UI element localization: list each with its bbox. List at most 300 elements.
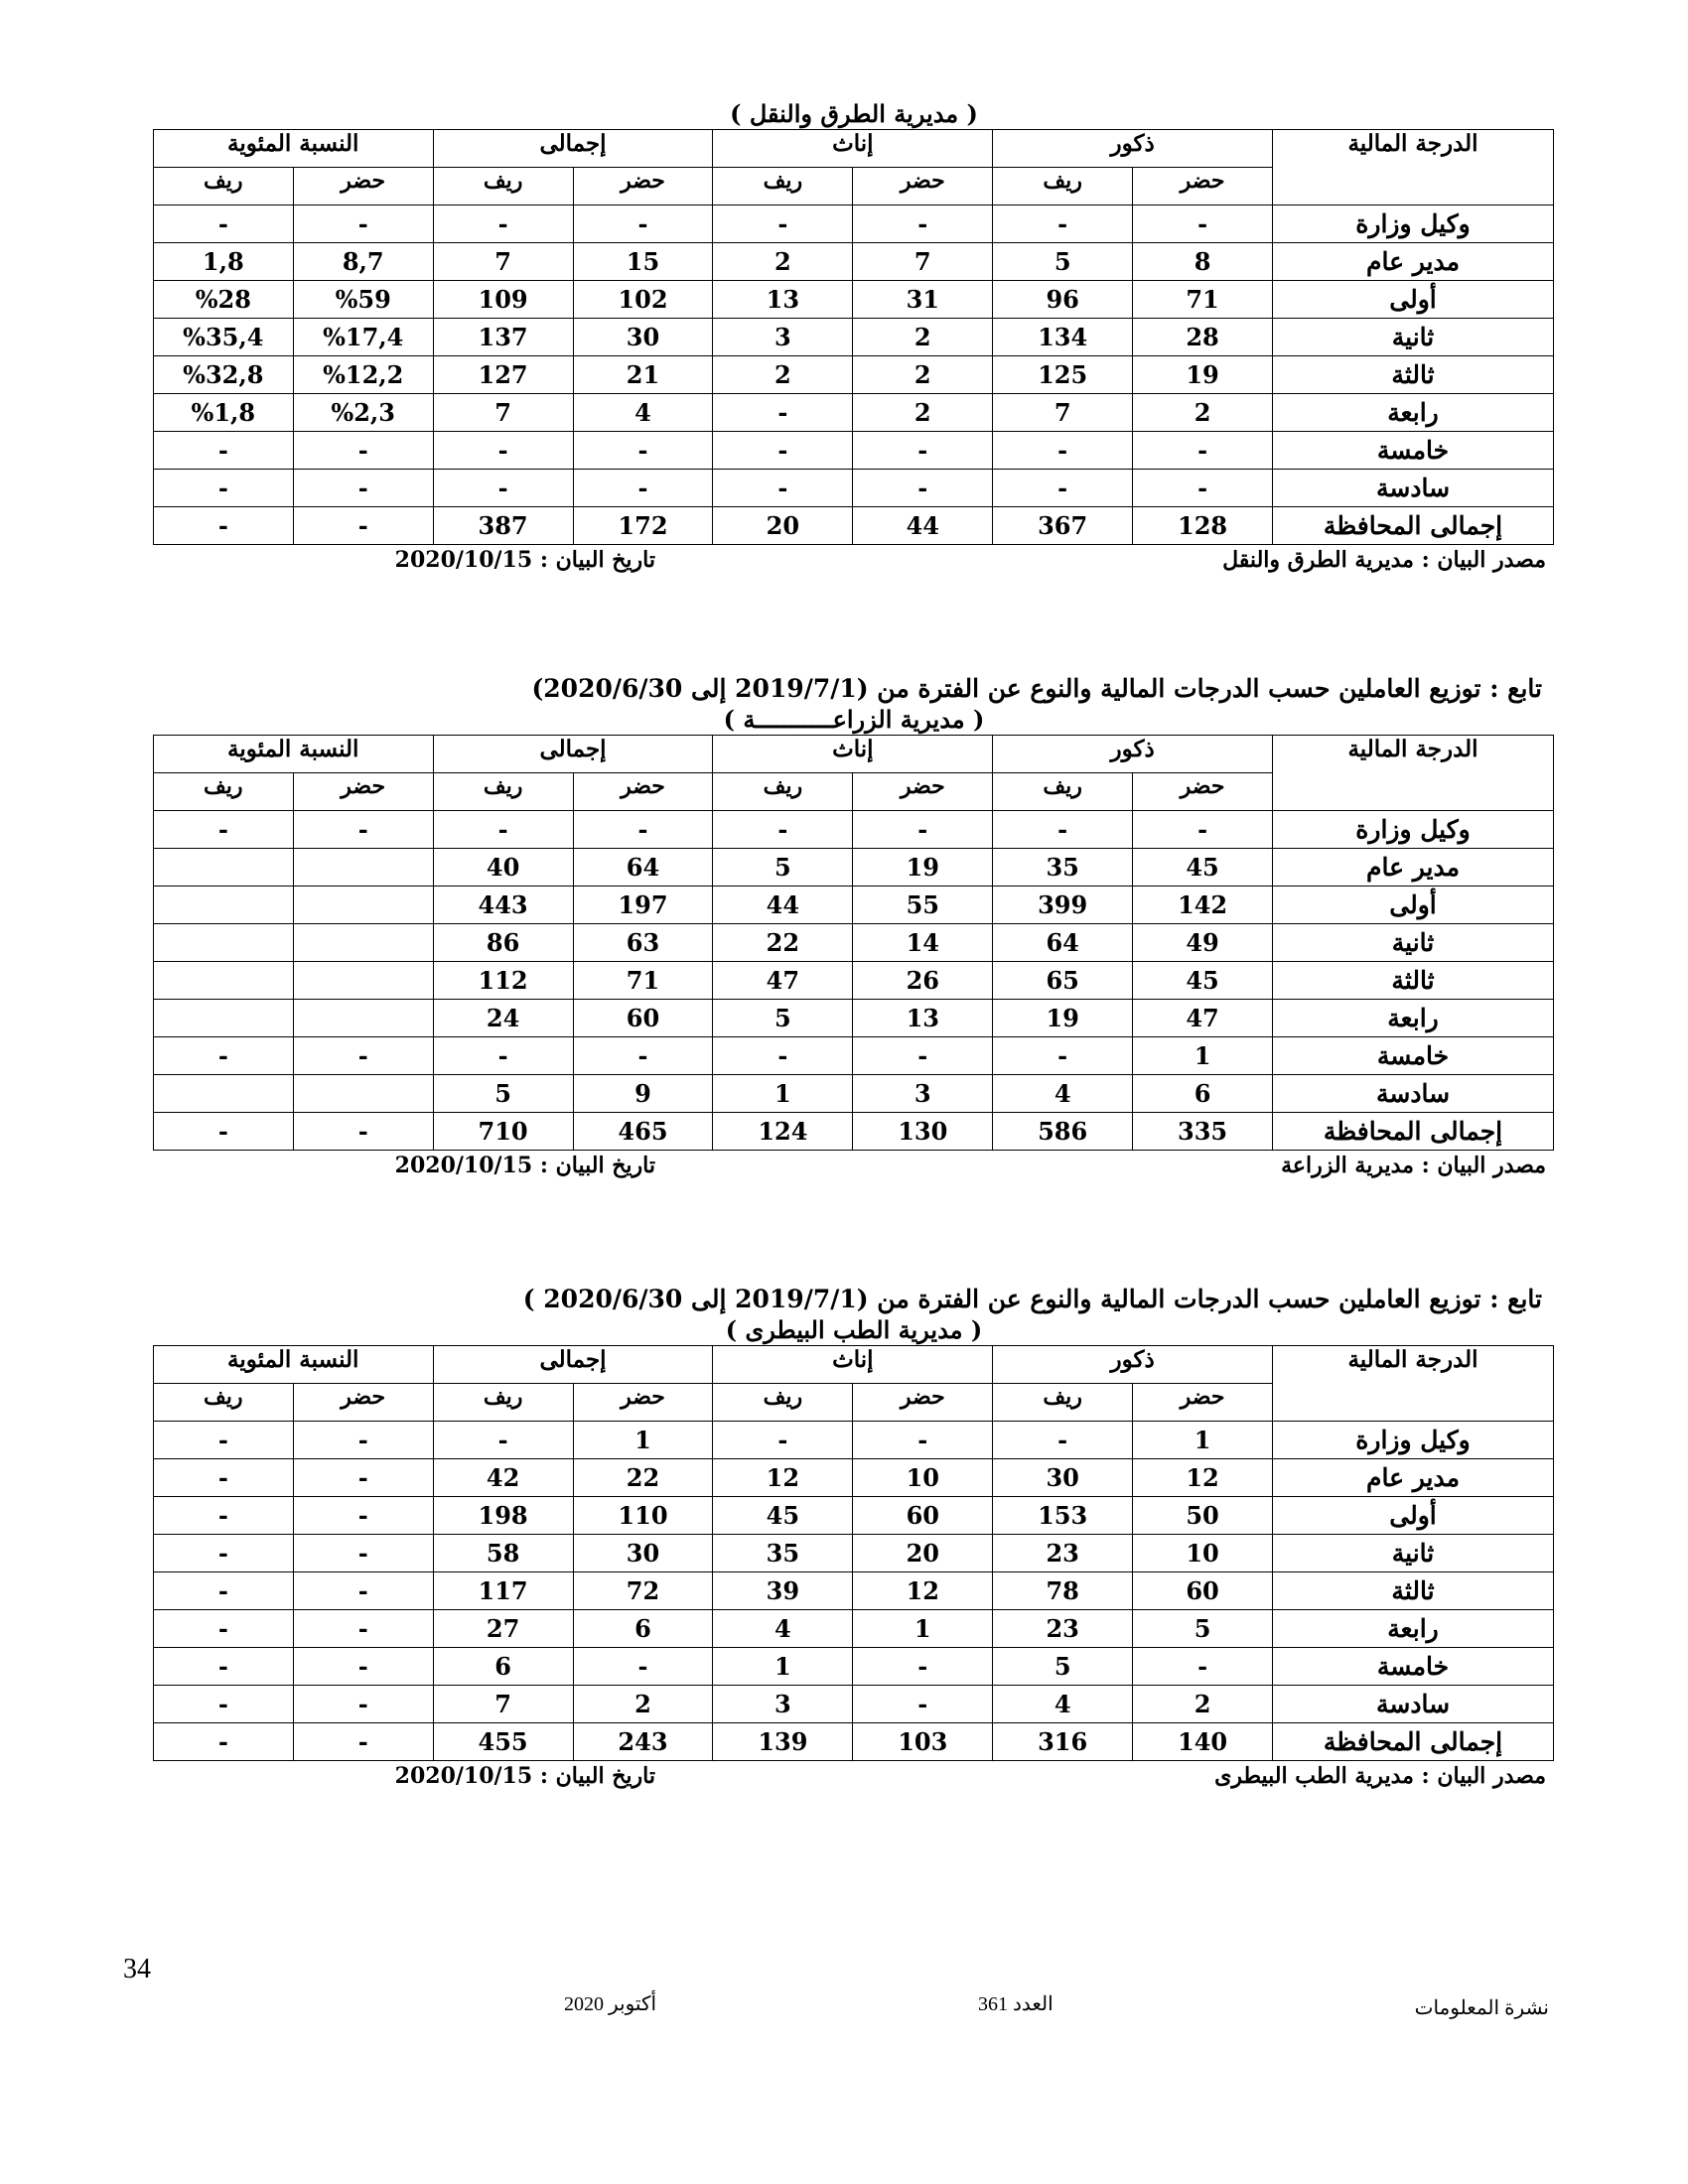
table-cell: 7 — [433, 1686, 573, 1723]
row-label: خامسة — [1273, 1648, 1554, 1686]
table-cell — [153, 849, 293, 887]
table-cell: - — [153, 432, 293, 470]
table-cell: - — [153, 1422, 293, 1459]
row-label: سادسة — [1273, 470, 1554, 507]
header-male: ذكور — [993, 1346, 1273, 1384]
row-label: وكيل وزارة — [1273, 1422, 1554, 1459]
header-male: ذكور — [993, 130, 1273, 168]
table-row — [153, 1075, 1553, 1113]
table-cell: %1,8 — [153, 394, 293, 432]
table-cell: 455 — [433, 1723, 573, 1761]
header-rural: ريف — [153, 1384, 293, 1422]
table-cell: - — [1133, 205, 1273, 243]
table-cell: 2 — [853, 319, 993, 356]
table-cell: - — [713, 811, 853, 849]
table-cell: 7 — [853, 243, 993, 281]
table-cell: - — [293, 1497, 433, 1535]
header-grade: الدرجة المالية — [1273, 736, 1554, 811]
table-row — [153, 887, 1553, 924]
table-body — [153, 811, 1553, 1151]
table-cell: 335 — [1133, 1113, 1273, 1151]
table-cell: 134 — [993, 319, 1133, 356]
row-label: ثانية — [1273, 1535, 1554, 1572]
table-cell: 19 — [853, 849, 993, 887]
table-cell: - — [293, 470, 433, 507]
table-cell: - — [433, 205, 573, 243]
table-row — [153, 962, 1553, 1000]
table-cell: 103 — [853, 1723, 993, 1761]
table-cell: 2 — [1133, 394, 1273, 432]
table-cell: 71 — [573, 962, 713, 1000]
table-cell: 142 — [1133, 887, 1273, 924]
table-cell: 139 — [713, 1723, 853, 1761]
table-cell: 31 — [853, 281, 993, 319]
table-cell: 137 — [433, 319, 573, 356]
table-cell: 6 — [1133, 1075, 1273, 1113]
header-urban: حضر — [573, 168, 713, 205]
row-label: مدير عام — [1273, 1459, 1554, 1497]
table-cell: 55 — [853, 887, 993, 924]
table-row — [153, 1113, 1553, 1151]
table-cell: 24 — [433, 1000, 573, 1037]
table-cell: - — [153, 1497, 293, 1535]
table-cell: 19 — [993, 1000, 1133, 1037]
table-cell: 12 — [713, 1459, 853, 1497]
table-cell: 10 — [1133, 1535, 1273, 1572]
table-cell: - — [293, 1422, 433, 1459]
table-cell: 7 — [433, 394, 573, 432]
table-cell: - — [153, 507, 293, 545]
table-cell: 1 — [1133, 1037, 1273, 1075]
table-cell: - — [153, 1459, 293, 1497]
header-total: إجمالى — [433, 1346, 713, 1384]
table-cell: - — [293, 1535, 433, 1572]
table-row — [153, 849, 1553, 887]
header-female: إناث — [713, 1346, 993, 1384]
table-cell: 60 — [853, 1497, 993, 1535]
table-row — [153, 243, 1553, 281]
table-cell: 42 — [433, 1459, 573, 1497]
section-subtitle: ( مديرية الطرق والنقل ) — [730, 99, 978, 128]
table-cell: 60 — [1133, 1572, 1273, 1610]
header-grade: الدرجة المالية — [1273, 130, 1554, 205]
table-cell: 63 — [573, 924, 713, 962]
table-cell: 4 — [993, 1686, 1133, 1723]
header-rural: ريف — [713, 773, 853, 811]
table-cell: - — [293, 1037, 433, 1075]
table-cell: 316 — [993, 1723, 1133, 1761]
header-urban: حضر — [1133, 168, 1273, 205]
table-cell: 15 — [573, 243, 713, 281]
table-cell: - — [153, 1723, 293, 1761]
header-urban: حضر — [853, 1384, 993, 1422]
row-label: إجمالى المحافظة — [1273, 507, 1554, 545]
row-label: رابعة — [1273, 1610, 1554, 1648]
table-cell: 10 — [853, 1459, 993, 1497]
table-cell: 71 — [1133, 281, 1273, 319]
table-cell: 2 — [713, 356, 853, 394]
table-cell — [153, 1075, 293, 1113]
table-row — [153, 1497, 1553, 1535]
table-row — [153, 811, 1553, 849]
table-cell — [293, 962, 433, 1000]
header-urban: حضر — [1133, 773, 1273, 811]
table-cell: - — [853, 470, 993, 507]
table-cell: 39 — [713, 1572, 853, 1610]
table-cell: 40 — [433, 849, 573, 887]
table-cell: 1 — [713, 1075, 853, 1113]
table-cell: 22 — [713, 924, 853, 962]
table-cell: 128 — [1133, 507, 1273, 545]
table-cell: 49 — [1133, 924, 1273, 962]
table-row — [153, 1459, 1553, 1497]
header-female: إناث — [713, 130, 993, 168]
source-line — [154, 1761, 1554, 1791]
row-label: سادسة — [1273, 1686, 1554, 1723]
row-label: أولى — [1273, 1497, 1554, 1535]
table-cell: 13 — [713, 281, 853, 319]
table-cell: %12,2 — [293, 356, 433, 394]
table-cell: - — [573, 1037, 713, 1075]
header-rural: ريف — [153, 773, 293, 811]
table-cell: 22 — [573, 1459, 713, 1497]
table-cell: - — [713, 1037, 853, 1075]
table-cell: - — [573, 205, 713, 243]
section-heading: تابع : توزيع العاملين حسب الدرجات المالية والنوع عن الفترة من (2019/7/1 إلى 2020/6/30 ) — [522, 1285, 1542, 1313]
table-cell: 1,8 — [153, 243, 293, 281]
footer-bulletin: نشرة المعلومات — [1414, 1997, 1549, 2019]
table-cell: 2 — [853, 394, 993, 432]
table-cell: 60 — [573, 1000, 713, 1037]
table-cell: 35 — [713, 1535, 853, 1572]
table-cell: 5 — [1133, 1610, 1273, 1648]
table-cell: - — [853, 1037, 993, 1075]
table-row — [153, 924, 1553, 962]
table-cell: - — [293, 507, 433, 545]
header-rural: ريف — [993, 168, 1133, 205]
table-cell: - — [1133, 1648, 1273, 1686]
table-cell: - — [153, 1572, 293, 1610]
header-rural: ريف — [993, 773, 1133, 811]
table-cell: 7 — [433, 243, 573, 281]
table-cell: 28 — [1133, 319, 1273, 356]
table-row — [153, 1723, 1553, 1761]
table-cell: - — [713, 432, 853, 470]
table-cell: 13 — [853, 1000, 993, 1037]
table-cell: - — [433, 811, 573, 849]
header-urban: حضر — [573, 1384, 713, 1422]
row-label: سادسة — [1273, 1075, 1554, 1113]
table-cell: 5 — [433, 1075, 573, 1113]
row-label: ثانية — [1273, 319, 1554, 356]
table-cell: 44 — [853, 507, 993, 545]
table-cell: 2 — [853, 356, 993, 394]
table-cell: 6 — [573, 1610, 713, 1648]
table-cell — [153, 1000, 293, 1037]
row-label: خامسة — [1273, 432, 1554, 470]
table-cell: 5 — [993, 243, 1133, 281]
header-rural: ريف — [713, 168, 853, 205]
table-cell: - — [853, 205, 993, 243]
table-cell: 5 — [713, 1000, 853, 1037]
table-cell: - — [293, 811, 433, 849]
table-cell: - — [1133, 432, 1273, 470]
table-row — [153, 1037, 1553, 1075]
table-cell: 140 — [1133, 1723, 1273, 1761]
header-rural: ريف — [433, 1384, 573, 1422]
row-label: وكيل وزارة — [1273, 811, 1554, 849]
table-cell: - — [993, 811, 1133, 849]
data-table — [153, 1345, 1554, 1761]
table-row — [153, 356, 1553, 394]
table-cell: - — [293, 1572, 433, 1610]
table-cell: 45 — [1133, 849, 1273, 887]
header-percent: النسبة المئوية — [153, 736, 433, 773]
table-row — [153, 432, 1553, 470]
table-cell: 50 — [1133, 1497, 1273, 1535]
table-cell: 153 — [993, 1497, 1133, 1535]
table-cell: 20 — [853, 1535, 993, 1572]
table-cell: %35,4 — [153, 319, 293, 356]
page-footer — [0, 1985, 1688, 2045]
table-row — [153, 1686, 1553, 1723]
row-label: رابعة — [1273, 1000, 1554, 1037]
table-cell: 112 — [433, 962, 573, 1000]
data-date: تاريخ البيان : 2020/10/15 — [394, 1153, 655, 1178]
table-row — [153, 1572, 1553, 1610]
table-cell: 5 — [713, 849, 853, 887]
section-agriculture — [154, 673, 1554, 1180]
table-cell: 198 — [433, 1497, 573, 1535]
footer-date: أكتوبر 2020 — [564, 1993, 657, 2015]
header-grade: الدرجة المالية — [1273, 1346, 1554, 1422]
table-cell: - — [713, 470, 853, 507]
table-cell: 2 — [1133, 1686, 1273, 1723]
table-cell: - — [433, 432, 573, 470]
table-cell: - — [153, 1610, 293, 1648]
table-cell: 586 — [993, 1113, 1133, 1151]
table-cell: - — [573, 1648, 713, 1686]
table-cell: 3 — [713, 1686, 853, 1723]
table-cell: - — [433, 1422, 573, 1459]
table-cell: - — [293, 1459, 433, 1497]
table-cell — [153, 962, 293, 1000]
table-row — [153, 470, 1553, 507]
table-cell: - — [573, 470, 713, 507]
table-row — [153, 1648, 1553, 1686]
data-date: تاريخ البيان : 2020/10/15 — [394, 1763, 655, 1789]
table-cell: - — [293, 1686, 433, 1723]
table-body — [153, 1422, 1553, 1761]
header-urban: حضر — [853, 773, 993, 811]
table-cell: 3 — [853, 1075, 993, 1113]
source-line — [154, 1151, 1554, 1180]
table-cell: - — [293, 1610, 433, 1648]
table-cell: 124 — [713, 1113, 853, 1151]
table-cell: 367 — [993, 507, 1133, 545]
header-total: إجمالى — [433, 130, 713, 168]
table-cell — [293, 924, 433, 962]
table-cell: %59 — [293, 281, 433, 319]
table-cell: - — [1133, 470, 1273, 507]
table-cell: 72 — [573, 1572, 713, 1610]
table-cell: %17,4 — [293, 319, 433, 356]
table-cell: - — [153, 205, 293, 243]
table-cell: 47 — [713, 962, 853, 1000]
header-rural: ريف — [153, 168, 293, 205]
table-cell: 64 — [993, 924, 1133, 962]
table-cell — [293, 849, 433, 887]
table-cell: 9 — [573, 1075, 713, 1113]
table-cell: 45 — [1133, 962, 1273, 1000]
row-label: مدير عام — [1273, 849, 1554, 887]
table-cell: 12 — [853, 1572, 993, 1610]
source-line — [154, 545, 1554, 575]
table-cell: 26 — [853, 962, 993, 1000]
table-row — [153, 1535, 1553, 1572]
table-cell: - — [573, 811, 713, 849]
table-cell: 30 — [993, 1459, 1133, 1497]
table-cell: - — [153, 1113, 293, 1151]
table-cell: - — [293, 1113, 433, 1151]
table-cell: - — [573, 432, 713, 470]
table-row — [153, 205, 1553, 243]
table-cell: %28 — [153, 281, 293, 319]
table-cell: 64 — [573, 849, 713, 887]
table-cell: - — [433, 470, 573, 507]
table-cell: 710 — [433, 1113, 573, 1151]
header-rural: ريف — [433, 168, 573, 205]
table-cell: 5 — [993, 1648, 1133, 1686]
table-cell: 4 — [993, 1075, 1133, 1113]
table-cell: - — [853, 1422, 993, 1459]
table-cell: 58 — [433, 1535, 573, 1572]
table-cell: - — [853, 1686, 993, 1723]
row-label: ثالثة — [1273, 962, 1554, 1000]
table-cell: 2 — [713, 243, 853, 281]
table-cell: - — [153, 1037, 293, 1075]
header-total: إجمالى — [433, 736, 713, 773]
table-cell: 1 — [713, 1648, 853, 1686]
table-cell: 3 — [713, 319, 853, 356]
row-label: إجمالى المحافظة — [1273, 1113, 1554, 1151]
table-cell: 12 — [1133, 1459, 1273, 1497]
table-row — [153, 319, 1553, 356]
data-source: مصدر البيان : مديرية الطرق والنقل — [1222, 547, 1546, 573]
section-subtitle: ( مديرية الطب البيطرى ) — [725, 1315, 983, 1344]
row-label: رابعة — [1273, 394, 1554, 432]
table-cell: - — [1133, 811, 1273, 849]
table-cell — [153, 887, 293, 924]
table-cell: 23 — [993, 1610, 1133, 1648]
table-cell: - — [293, 1723, 433, 1761]
table-cell: 117 — [433, 1572, 573, 1610]
table-cell: 4 — [713, 1610, 853, 1648]
table-cell: - — [293, 432, 433, 470]
row-label: خامسة — [1273, 1037, 1554, 1075]
table-cell: 2 — [573, 1686, 713, 1723]
section-heading: تابع : توزيع العاملين حسب الدرجات المالية والنوع عن الفترة من (2019/7/1 إلى 2020/6/30) — [531, 674, 1542, 703]
table-cell: - — [293, 205, 433, 243]
table-cell: - — [713, 205, 853, 243]
header-male: ذكور — [993, 736, 1273, 773]
row-label: ثالثة — [1273, 1572, 1554, 1610]
table-cell: 443 — [433, 887, 573, 924]
table-cell: %2,3 — [293, 394, 433, 432]
table-row — [153, 1610, 1553, 1648]
section-subtitle: ( مديرية الزراعـــــــــــة ) — [723, 705, 985, 734]
table-cell: 172 — [573, 507, 713, 545]
header-female: إناث — [713, 736, 993, 773]
table-cell: 1 — [853, 1610, 993, 1648]
table-row — [153, 507, 1553, 545]
table-cell: 20 — [713, 507, 853, 545]
header-urban: حضر — [293, 773, 433, 811]
table-cell: 30 — [573, 319, 713, 356]
table-cell: - — [293, 1648, 433, 1686]
data-source: مصدر البيان : مديرية الطب البيطرى — [1214, 1763, 1546, 1789]
data-date: تاريخ البيان : 2020/10/15 — [394, 547, 655, 573]
header-percent: النسبة المئوية — [153, 130, 433, 168]
table-cell: - — [993, 1037, 1133, 1075]
header-rural: ريف — [713, 1384, 853, 1422]
data-table — [153, 129, 1554, 545]
row-label: أولى — [1273, 887, 1554, 924]
table-cell: 65 — [993, 962, 1133, 1000]
table-cell: 1 — [1133, 1422, 1273, 1459]
table-cell: - — [153, 1686, 293, 1723]
table-cell — [293, 1075, 433, 1113]
table-cell: 8 — [1133, 243, 1273, 281]
table-cell: 45 — [713, 1497, 853, 1535]
table-cell: 7 — [993, 394, 1133, 432]
table-cell: - — [153, 811, 293, 849]
table-cell: 14 — [853, 924, 993, 962]
table-cell: 399 — [993, 887, 1133, 924]
table-cell: 387 — [433, 507, 573, 545]
header-percent: النسبة المئوية — [153, 1346, 433, 1384]
table-row — [153, 281, 1553, 319]
table-cell: - — [153, 470, 293, 507]
table-cell: 6 — [433, 1648, 573, 1686]
table-cell: 21 — [573, 356, 713, 394]
table-cell: - — [993, 470, 1133, 507]
table-cell: 96 — [993, 281, 1133, 319]
table-row — [153, 394, 1553, 432]
header-urban: حضر — [293, 168, 433, 205]
table-cell: - — [853, 811, 993, 849]
header-urban: حضر — [573, 773, 713, 811]
header-urban: حضر — [1133, 1384, 1273, 1422]
table-cell: 44 — [713, 887, 853, 924]
table-row — [153, 1422, 1553, 1459]
table-cell: 19 — [1133, 356, 1273, 394]
header-urban: حضر — [293, 1384, 433, 1422]
table-cell: 102 — [573, 281, 713, 319]
table-cell: 109 — [433, 281, 573, 319]
row-label: أولى — [1273, 281, 1554, 319]
table-cell — [293, 1000, 433, 1037]
table-cell: 110 — [573, 1497, 713, 1535]
table-cell — [153, 924, 293, 962]
table-cell: 125 — [993, 356, 1133, 394]
table-cell: 35 — [993, 849, 1133, 887]
table-cell: - — [433, 1037, 573, 1075]
table-cell: - — [713, 1422, 853, 1459]
table-cell: 23 — [993, 1535, 1133, 1572]
row-label: ثانية — [1273, 924, 1554, 962]
table-cell: 127 — [433, 356, 573, 394]
